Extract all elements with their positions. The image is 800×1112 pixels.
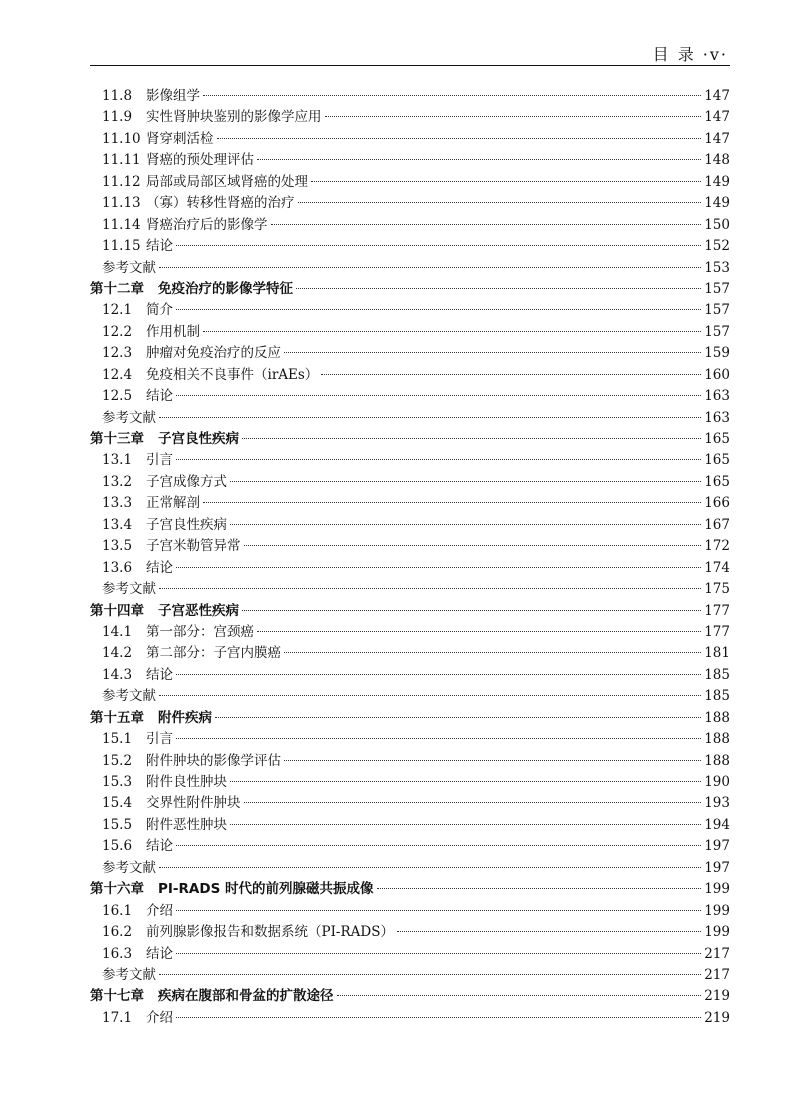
toc-entry-title: 作用机制 (146, 323, 200, 340)
toc-entry-number: 12.4 (102, 366, 133, 383)
toc-section-row[interactable] (90, 215, 730, 236)
toc-section-row[interactable] (90, 729, 730, 750)
toc-chapter-row[interactable] (90, 986, 730, 1007)
toc-page-number: 190 (704, 774, 730, 790)
dot-leader (325, 116, 702, 117)
toc-entry-number: 11.12 (102, 173, 141, 190)
toc-entry-title: 子宫良性疾病 (146, 516, 227, 533)
toc-section-row[interactable] (90, 793, 730, 814)
toc-page-number: 193 (704, 795, 730, 812)
toc-entry-title: 肾癌治疗后的影像学 (146, 216, 268, 233)
toc-section-row[interactable] (90, 450, 730, 471)
toc-references-row[interactable] (90, 258, 730, 279)
toc-entry-number: 15.1 (102, 731, 133, 748)
toc-section-row[interactable] (90, 665, 730, 686)
dot-leader (230, 824, 701, 825)
toc-section-row[interactable] (90, 901, 730, 922)
toc-entry-title: 结论 (146, 238, 173, 255)
dot-leader (159, 974, 701, 975)
toc-entry-title: 子宫成像方式 (146, 473, 227, 490)
toc-page-number: 177 (704, 602, 730, 619)
toc-section-row[interactable] (90, 815, 730, 836)
toc-page-number: 152 (704, 238, 730, 255)
toc-page-number: 199 (704, 924, 730, 941)
toc-entry-title: 附件肿块的影像学评估 (146, 752, 281, 769)
toc-page-number: 147 (704, 130, 730, 147)
toc-section-row[interactable] (90, 836, 730, 857)
dot-leader (230, 524, 701, 525)
dot-leader (159, 588, 701, 589)
toc-page-number: 172 (704, 538, 730, 555)
toc-entry-number: 12.1 (102, 302, 133, 319)
toc-entry-number: 11.8 (102, 88, 133, 104)
toc-entry-number: 14.1 (102, 623, 133, 640)
toc-entry-title: 结论 (146, 559, 173, 576)
toc-entry-title: 局部或局部区域肾癌的处理 (146, 173, 308, 190)
toc-page-number: 188 (704, 752, 730, 769)
toc-page-number: 149 (704, 195, 730, 212)
toc-references-row[interactable] (90, 858, 730, 879)
toc-page-number: 175 (704, 581, 730, 598)
toc-page-number: 147 (704, 109, 730, 126)
toc-entry-number: 11.13 (102, 195, 141, 212)
toc-section-row[interactable] (90, 386, 730, 407)
toc-entry-title: 附件疾病 (158, 709, 212, 726)
toc-entry-number: 17.1 (102, 1009, 133, 1026)
toc-references-row[interactable] (90, 965, 730, 986)
dot-leader (230, 781, 701, 782)
toc-entry-title: 参考文献 (102, 859, 156, 876)
toc-page-number: 219 (704, 1009, 730, 1026)
toc-section-row[interactable] (90, 365, 730, 386)
toc-chapter-row[interactable] (90, 279, 730, 300)
toc-entry-title: 结论 (146, 666, 173, 683)
toc-page-number: 165 (704, 431, 730, 447)
toc-entry-title: 参考文献 (102, 409, 156, 426)
toc-page-number: 194 (704, 816, 730, 833)
toc-page-number: 157 (704, 302, 730, 319)
dot-leader (284, 652, 701, 653)
toc-entry-title: 子宫米勒管异常 (146, 538, 241, 555)
toc-page-number: 197 (704, 859, 730, 876)
toc-page-number: 166 (704, 495, 730, 512)
toc-section-row[interactable] (90, 1008, 730, 1029)
toc-entry-title: 引言 (146, 731, 173, 748)
toc-entry-title: 附件良性肿块 (146, 774, 227, 790)
toc-entry-title: 简介 (146, 302, 173, 319)
toc-entry-number: 16.2 (102, 924, 133, 941)
dot-leader (298, 202, 702, 203)
toc-chapter-row[interactable] (90, 429, 730, 450)
toc-entry-title: 肿瘤对免疫治疗的反应 (146, 345, 281, 362)
toc-page-number: 199 (704, 902, 730, 919)
toc-references-row[interactable] (90, 408, 730, 429)
toc-section-row[interactable] (90, 922, 730, 943)
toc-page-number: 197 (704, 838, 730, 855)
toc-entry-number: 11.15 (102, 238, 141, 255)
toc-section-row[interactable] (90, 558, 730, 579)
toc-entry-title: 实性肾肿块鉴别的影像学应用 (146, 109, 322, 126)
dot-leader (159, 417, 701, 418)
toc-section-row[interactable] (90, 343, 730, 364)
dot-leader (203, 502, 701, 503)
toc-entry-number: 15.4 (102, 795, 133, 812)
toc-section-row[interactable] (90, 322, 730, 343)
dot-leader (203, 95, 701, 96)
dot-leader (244, 802, 702, 803)
toc-entry-number: 13.1 (102, 452, 133, 469)
toc-section-row[interactable] (90, 493, 730, 514)
toc-entry-number: 11.11 (102, 152, 141, 169)
toc-entry-title: 肾癌的预处理评估 (146, 152, 254, 169)
toc-chapter-row[interactable] (90, 601, 730, 622)
toc-entry-title: 介绍 (146, 1009, 173, 1026)
dot-leader (230, 481, 701, 482)
toc-entry-title: 附件恶性肿块 (146, 816, 227, 833)
toc-entry-title: 免疫治疗的影像学特征 (158, 280, 293, 297)
dot-leader (242, 610, 701, 611)
toc-references-row[interactable] (90, 686, 730, 707)
toc-chapter-row[interactable] (90, 879, 730, 900)
toc-entry-number: 14.3 (102, 666, 133, 683)
dot-leader (311, 181, 701, 182)
dot-leader (176, 738, 701, 739)
toc-page-number: 165 (704, 473, 730, 490)
toc-page-number: 163 (704, 388, 730, 405)
toc-section-row[interactable] (90, 300, 730, 321)
toc-page-number: 177 (704, 623, 730, 640)
toc-section-row[interactable] (90, 772, 730, 793)
dot-leader (159, 695, 701, 696)
dot-leader (244, 545, 702, 546)
dot-leader (159, 267, 701, 268)
toc-entry-number: 第十五章 (90, 709, 144, 726)
dot-leader (176, 674, 701, 675)
toc-entry-number: 13.2 (102, 473, 133, 490)
toc-entry-number: 12.3 (102, 345, 133, 362)
dot-leader (215, 717, 701, 718)
toc-page-number: 188 (704, 709, 730, 726)
toc-page-number: 217 (704, 945, 730, 962)
toc-page-number: 153 (704, 259, 730, 276)
toc-entry-number: 第十四章 (90, 602, 144, 619)
toc-entry-number: 11.14 (102, 216, 141, 233)
toc-entry-title: 免疫相关不良事件（irAEs） (146, 366, 319, 383)
toc-entry-title: （寡）转移性肾癌的治疗 (146, 195, 295, 212)
toc-entry-title: 结论 (146, 388, 173, 405)
toc-entry-number: 第十七章 (90, 988, 144, 1005)
toc-entry-number: 16.1 (102, 902, 133, 919)
toc-section-row[interactable] (90, 107, 730, 128)
toc-entry-number: 12.2 (102, 323, 133, 340)
dot-leader (159, 867, 701, 868)
toc-entry-number: 15.3 (102, 774, 133, 790)
toc-entry-title: 参考文献 (102, 966, 156, 983)
toc-page-number: 165 (704, 452, 730, 469)
toc-page-number: 174 (704, 559, 730, 576)
toc-section-row[interactable] (90, 472, 730, 493)
dot-leader (176, 309, 701, 310)
toc-entry-number: 16.3 (102, 945, 133, 962)
toc-section-row[interactable] (90, 515, 730, 536)
page-header (90, 36, 730, 66)
toc-section-row[interactable] (90, 622, 730, 643)
toc-section-row[interactable] (90, 643, 730, 664)
toc-entry-number: 第十二章 (90, 280, 144, 297)
toc-page-number: 163 (704, 409, 730, 426)
header-rule (90, 65, 730, 66)
toc-page-number: 149 (704, 173, 730, 190)
dot-leader (257, 631, 701, 632)
toc-entry-number: 11.10 (102, 130, 141, 147)
toc-entry-title: 结论 (146, 945, 173, 962)
toc-entry-title: 参考文献 (102, 259, 156, 276)
dot-leader (284, 760, 701, 761)
toc-page-number: 199 (704, 881, 730, 898)
toc-page-number: 160 (704, 366, 730, 383)
toc-section-row[interactable] (90, 944, 730, 965)
dot-leader (176, 567, 701, 568)
toc-entry-title: 参考文献 (102, 688, 156, 705)
toc-entry-title: 交界性附件肿块 (146, 795, 241, 812)
toc-entry-number: 13.6 (102, 559, 133, 576)
toc-entry-title: 肾穿刺活检 (146, 130, 214, 147)
toc-page-number: 181 (704, 645, 730, 662)
toc-page-number: 147 (704, 88, 730, 104)
toc-section-row[interactable] (90, 172, 730, 193)
dot-leader (257, 159, 701, 160)
toc-entry-number: 13.3 (102, 495, 133, 512)
toc-entry-number: 12.5 (102, 388, 133, 405)
dot-leader (176, 459, 701, 460)
toc-entry-number: 11.9 (102, 109, 133, 126)
table-of-contents (90, 86, 730, 1029)
toc-entry-title: 第二部分：子宫内膜癌 (146, 645, 281, 662)
toc-section-row[interactable] (90, 236, 730, 257)
dot-leader (271, 224, 702, 225)
toc-entry-number: 13.5 (102, 538, 133, 555)
dot-leader (242, 438, 701, 439)
dot-leader (217, 138, 702, 139)
toc-page-number: 185 (704, 666, 730, 683)
dot-leader (321, 374, 701, 375)
toc-page-number: 150 (704, 216, 730, 233)
dot-leader (377, 888, 702, 889)
toc-entry-title: 第一部分：宫颈癌 (146, 623, 254, 640)
toc-page-number: 185 (704, 688, 730, 705)
toc-references-row[interactable] (90, 579, 730, 600)
dot-leader (337, 995, 702, 996)
toc-entry-title: 子宫恶性疾病 (158, 602, 239, 619)
toc-entry-number: 14.2 (102, 645, 133, 662)
toc-entry-title: 前列腺影像报告和数据系统（PI-RADS） (146, 924, 394, 941)
toc-entry-number: 第十六章 (90, 881, 144, 898)
toc-entry-title: 影像组学 (146, 88, 200, 104)
toc-entry-title: 介绍 (146, 902, 173, 919)
toc-page-number: 217 (704, 966, 730, 983)
dot-leader (176, 910, 701, 911)
dot-leader (176, 953, 701, 954)
toc-entry-title: 参考文献 (102, 581, 156, 598)
running-header: 目 录 ·v· (652, 45, 728, 64)
toc-page-number: 159 (704, 345, 730, 362)
toc-entry-title: 正常解剖 (146, 495, 200, 512)
dot-leader (176, 1017, 701, 1018)
toc-page-number: 219 (704, 988, 730, 1005)
toc-section-row[interactable] (90, 150, 730, 171)
dot-leader (284, 352, 701, 353)
toc-entry-title: 疾病在腹部和骨盆的扩散途径 (158, 988, 334, 1005)
toc-page-number: 167 (704, 516, 730, 533)
dot-leader (296, 288, 701, 289)
toc-section-row[interactable] (90, 193, 730, 214)
toc-section-row[interactable] (90, 751, 730, 772)
toc-entry-title: 子宫良性疾病 (158, 431, 239, 447)
toc-chapter-row[interactable] (90, 708, 730, 729)
toc-entry-number: 15.5 (102, 816, 133, 833)
toc-entry-number: 第十三章 (90, 431, 144, 447)
toc-entry-title: 引言 (146, 452, 173, 469)
toc-page-number: 157 (704, 280, 730, 297)
toc-page-number: 188 (704, 731, 730, 748)
toc-section-row[interactable] (90, 536, 730, 557)
toc-page-number: 148 (704, 152, 730, 169)
toc-entry-title: 结论 (146, 838, 173, 855)
toc-page-number: 157 (704, 323, 730, 340)
toc-entry-title: PI-RADS 时代的前列腺磁共振成像 (158, 881, 374, 898)
dot-leader (176, 245, 701, 246)
toc-section-row[interactable] (90, 129, 730, 150)
dot-leader (176, 395, 701, 396)
toc-entry-number: 15.2 (102, 752, 133, 769)
toc-entry-number: 15.6 (102, 838, 133, 855)
dot-leader (203, 331, 701, 332)
dot-leader (397, 931, 701, 932)
dot-leader (176, 845, 701, 846)
toc-entry-number: 13.4 (102, 516, 133, 533)
toc-section-row[interactable] (90, 86, 730, 107)
